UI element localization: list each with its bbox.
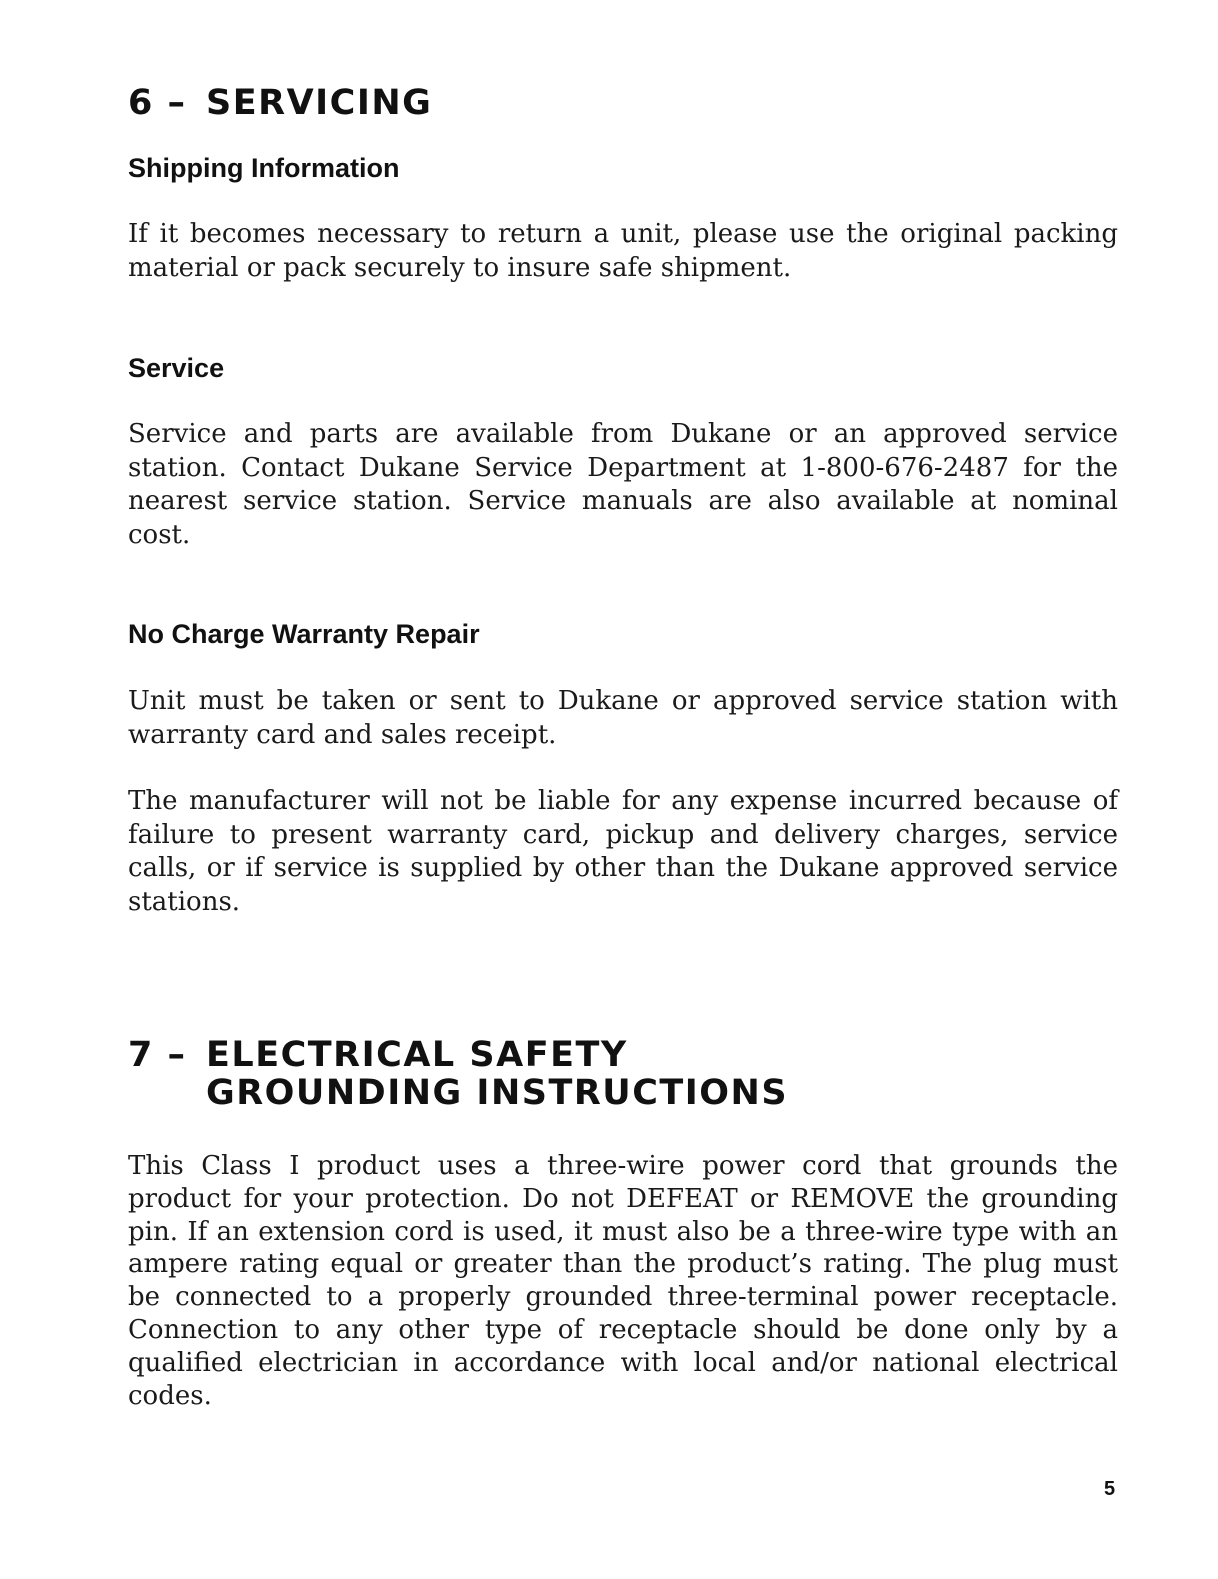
shipping-information-paragraph: If it becomes necessary to return a unit, please use the original packing material or pack securely to insure safe shipment.	[128, 219, 1118, 283]
shipping-information-heading: Shipping Information	[128, 153, 400, 183]
section-6-title: SERVICING	[206, 83, 433, 123]
grounding-instructions-paragraph: This Class I product uses a three-wire power cord that grounds the product for your protection. Do not DEFEAT or REMOVE the grounding pin. If an extension cord is used, it must also be a three-wire type with an ampere rating equal or greater than the product’s rating. The plug must be connected to a properly grounded three-terminal power receptacle. Connection to any other type of receptacle should be done only by a qualified electrician in accordance with local and/or national electrical codes.	[128, 1151, 1118, 1411]
section-7-title-line-1: ELECTRICAL SAFETY	[206, 1035, 628, 1075]
section-6-heading	[128, 84, 432, 122]
section-7-heading	[128, 1036, 788, 1112]
service-heading: Service	[128, 353, 225, 383]
page-number: 5	[1104, 1478, 1116, 1500]
section-7-title-line-2: GROUNDING INSTRUCTIONS	[206, 1073, 789, 1113]
section-7-number: 7 –	[128, 1035, 187, 1075]
section-6-number: 6 –	[128, 83, 187, 123]
warranty-repair-paragraph-2: The manufacturer will not be liable for any expense incurred because of failure to present warranty card, pickup and delivery charges, service calls, or if service is supplied by other than the Dukane approved service stations.	[128, 786, 1118, 917]
no-charge-warranty-repair-heading: No Charge Warranty Repair	[128, 619, 480, 649]
service-paragraph: Service and parts are available from Dukane or an approved service station. Contact Dukane Service Department at 1-800-676-2487 for the nearest service station. Service manuals are also available at nominal cost.	[128, 419, 1118, 550]
warranty-repair-paragraph-1: Unit must be taken or sent to Dukane or approved service station with warranty card and sales receipt.	[128, 686, 1118, 750]
